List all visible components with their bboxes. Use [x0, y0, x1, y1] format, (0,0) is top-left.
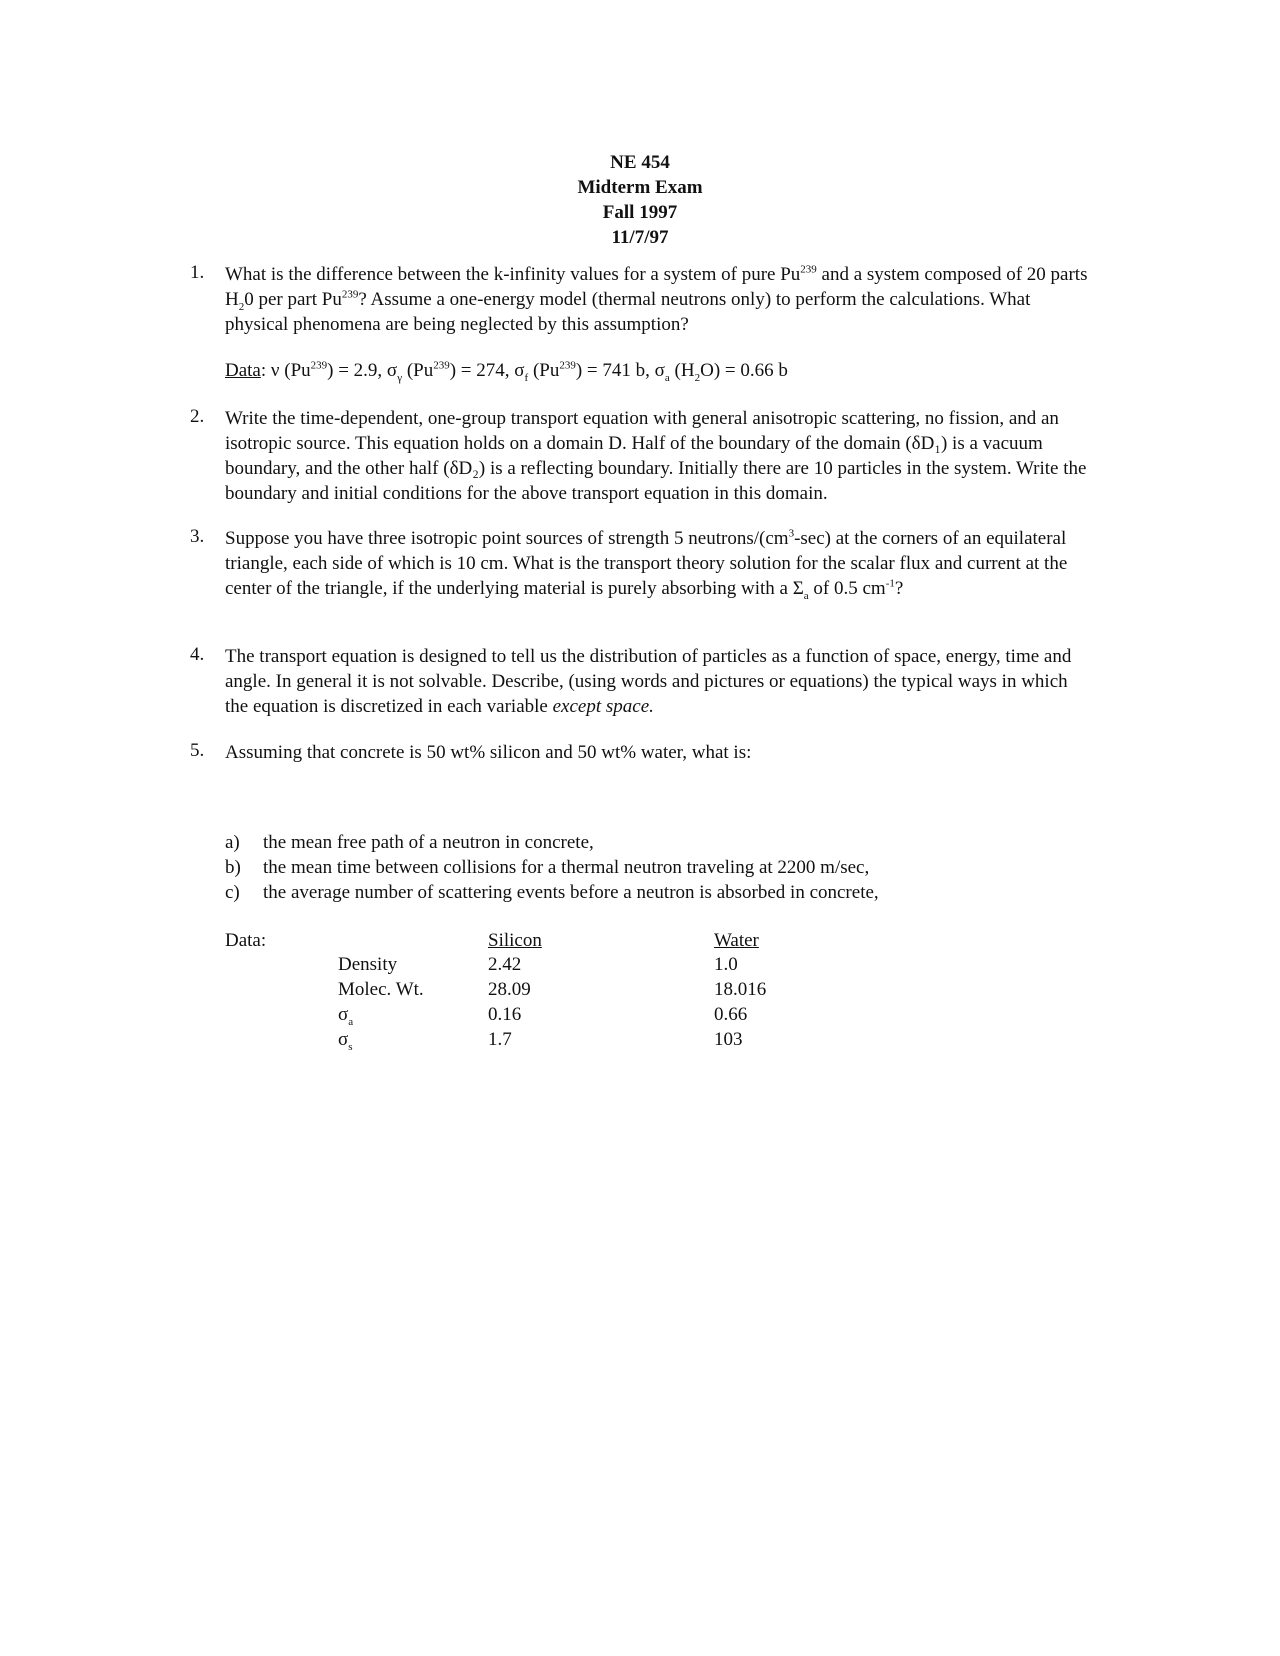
table-cell: 1.7: [488, 1029, 512, 1050]
table-cell: 18.016: [714, 979, 767, 1000]
list-item: c) the average number of scattering events before a neutron is absorbed in concrete,: [225, 882, 879, 903]
exam-header: [0, 150, 1280, 250]
table-cell: 0.66: [714, 1004, 748, 1025]
table-row-label: $\sigma_a$: [338, 1004, 354, 1028]
question-4-main: The transport equation is designed to tell us the distribution of particles as a function of space, energy, time and angle. In general it is not solvable. Describe, (using words and pictures or equations) the typical ways in which the equation is discretized in each variable: [225, 646, 1072, 717]
question-1-number: 1.: [190, 262, 205, 283]
question-2-text: Write the time-dependent, one-group transport equation with general anisotropic scattering, no fission, and an isotropic source. This equation holds on a domain D. Half of the boundary of the domain (δD₁) is a vacuum boundary, and the other half (δD₂) is a reflecting boundary. Initially there are 10 particles in the system. Write the boundary and initial conditions for the above transport equation in this domain.: [225, 408, 1087, 504]
question-2-number: 2.: [190, 406, 205, 427]
table-row-label: Density: [338, 954, 398, 975]
question-5-items: [225, 830, 879, 905]
question-3-text: Suppose you have three isotropic point sources of strength 5 neutrons/$(cm^3-\sec)$ at the corners of an equilateral triangle, each side of which is 10 cm. What is the transport theory solution for the scalar flux and current at the center of the triangle, if the underlying material is purely absorbing with a $\Sigma_a$ of 0.5 $cm^{-1}$?: [225, 527, 1068, 602]
table-header-silicon: Silicon: [488, 930, 542, 951]
table-row-label: $\sigma_s$: [338, 1029, 353, 1053]
table-cell: 103: [714, 1029, 743, 1050]
exam-title: Midterm Exam: [577, 177, 703, 198]
question-4-emphasis: except space.: [552, 696, 654, 717]
question-4-number: 4.: [190, 644, 205, 665]
exam-date: 11/7/97: [611, 227, 669, 248]
table-cell: 2.42: [488, 954, 522, 975]
table-cell: 1.0: [714, 954, 738, 975]
list-item: a) the mean free path of a neutron in concrete,: [225, 832, 594, 853]
question-3-number: 3.: [190, 526, 205, 547]
table-cell: 0.16: [488, 1004, 522, 1025]
table-header-water: Water: [714, 930, 759, 951]
table-cell: 28.09: [488, 979, 531, 1000]
question-5-text: Assuming that concrete is 50 wt% silicon and 50 wt% water, what is:: [225, 742, 752, 763]
question-5-number: 5.: [190, 740, 205, 761]
course-title: NE 454: [610, 152, 670, 173]
question-1-data: Data: ν $(Pu^{239}) = 2.9$, $\sigma_\gamma$ $(Pu^{239}) = 274$, $\sigma_f$ $(Pu^{239}) = 741$ b, $\sigma_a$ $(H_2O) = 0.66$ b: [225, 359, 788, 384]
question-4-text: [225, 644, 1095, 719]
question-1-text: What is the difference between the k-infinity values for a system of pure Pu$^{239}$ and a system composed of 20 parts $H_20$ per part Pu$^{239}$? Assume a one-energy model (thermal neutrons only) to perform the calculations. What physical phenomena are being neglected by this assumption?: [225, 263, 1088, 335]
list-item: b) the mean time between collisions for a thermal neutron traveling at 2200 m/sec,: [225, 857, 870, 878]
exam-term: Fall 1997: [602, 202, 678, 223]
table-row-label: Molec. Wt.: [338, 979, 424, 1000]
data-table-label: Data:: [225, 930, 267, 951]
